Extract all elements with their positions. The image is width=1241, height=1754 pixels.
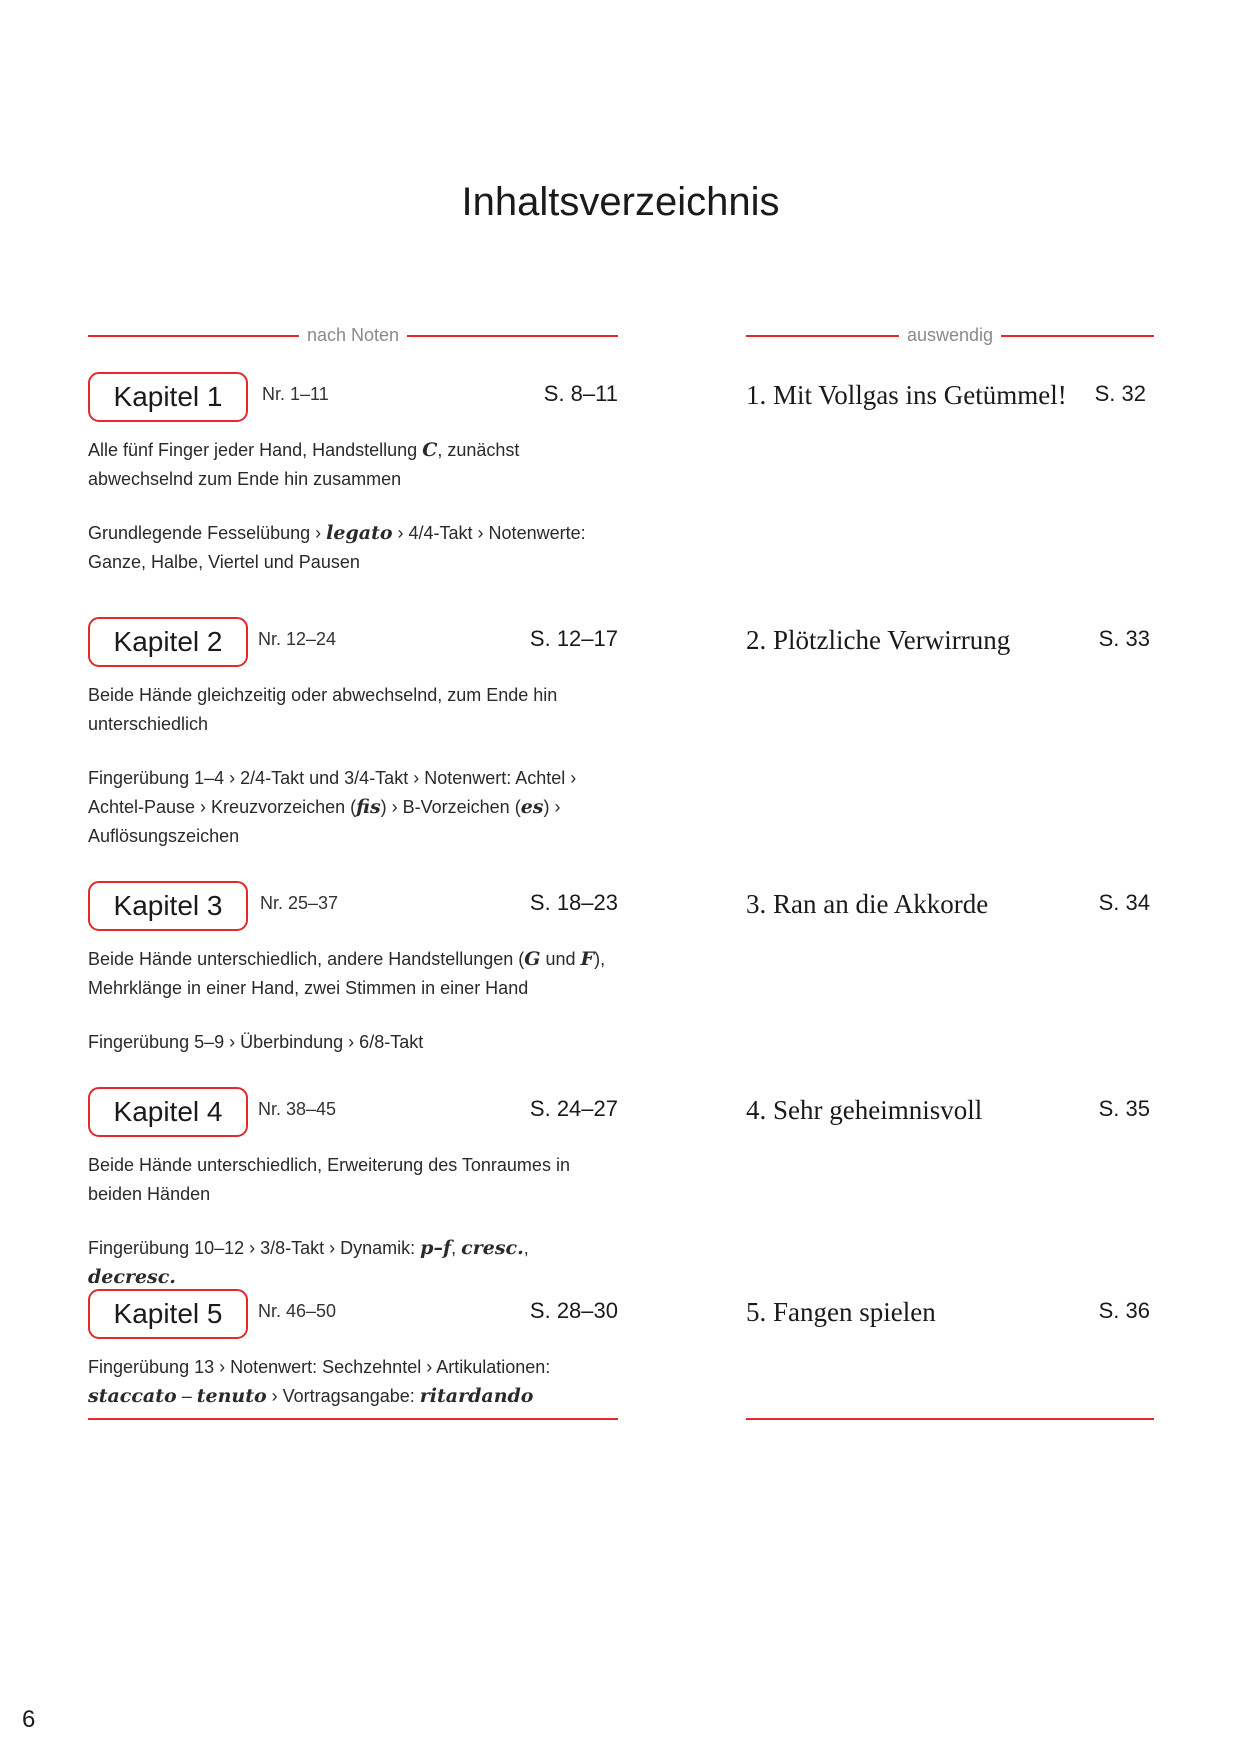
chapter-description: Alle fünf Finger jeder Hand, Handstellung C, zunächst abwechselnd zum Ende hin zusammen	[88, 439, 520, 489]
chapter-number-range: Nr. 25–37	[260, 893, 339, 913]
column-header-auswendig	[746, 325, 1154, 346]
piece-title: 2. Plötzliche Verwirrung	[746, 625, 1011, 655]
term-staccato: staccato	[88, 1385, 177, 1407]
chapter-number-range: Nr. 38–45	[258, 1099, 337, 1119]
chapter-description: Beide Hände gleichzeitig oder abwechselnd, zum Ende hin unterschiedlich	[88, 685, 558, 734]
term-p-f: p–f	[420, 1237, 452, 1259]
chapter-description: Beide Hände unterschiedlich, Erweiterung des Tonraumes in beiden Händen	[88, 1155, 570, 1204]
chapter-header	[88, 372, 618, 422]
chapter-label-box: Kapitel 5	[88, 1289, 248, 1339]
term-es: es	[520, 796, 544, 818]
memorized-piece-3	[746, 881, 1154, 931]
chapter-topics: Grundlegende Fesselübung › legato › 4/4-Takt › Notenwerte: Ganze, Halbe, Viertel und Pausen	[88, 522, 586, 572]
memorized-piece-5	[746, 1289, 1154, 1339]
bottom-rule-left	[88, 1418, 618, 1420]
chapter-label-box: Kapitel 4	[88, 1087, 248, 1137]
chapter-number-range: Nr. 46–50	[258, 1301, 337, 1321]
piece-page: S. 36	[1098, 1298, 1150, 1323]
memorized-piece-1	[746, 372, 1154, 422]
term-legato: legato	[326, 522, 393, 544]
piece-page: S. 34	[1098, 890, 1150, 915]
chapter-topics: Fingerübung 5–9 › Überbindung › 6/8-Takt	[88, 1032, 424, 1052]
chapter-3	[88, 881, 618, 1057]
chapter-pages: S. 12–17	[529, 626, 618, 651]
chapter-5	[88, 1289, 618, 1411]
chapter-description: Beide Hände unterschiedlich, andere Handstellungen (G und F), Mehrklänge in einer Hand, zwei Stimmen in einer Hand	[88, 948, 606, 998]
chapter-header	[88, 881, 618, 931]
column-header-nach-noten	[88, 325, 618, 346]
chapter-2	[88, 617, 618, 851]
header-rule-left	[746, 335, 899, 337]
chapter-topics: Fingerübung 10–12 › 3/8-Takt › Dynamik: p–f, cresc., decresc.	[88, 1237, 529, 1288]
memorized-piece-2	[746, 617, 1154, 667]
column-label-nach-noten: nach Noten	[306, 325, 400, 345]
chapter-header	[88, 1289, 618, 1339]
header-rule-right	[1001, 335, 1154, 337]
chapter-pages: S. 28–30	[529, 1298, 618, 1323]
piece-title: 3. Ran an die Akkorde	[746, 889, 989, 919]
chapter-label-box: Kapitel 3	[88, 881, 248, 931]
piece-page: S. 32	[1094, 381, 1146, 406]
piece-title: 1. Mit Vollgas ins Getümmel!	[746, 380, 1067, 410]
hand-position-g: G	[524, 948, 541, 970]
term-cresc: cresc.	[461, 1237, 524, 1259]
bottom-rule-right	[746, 1418, 1154, 1420]
chapter-header	[88, 1087, 618, 1137]
chapter-number-range: Nr. 1–11	[262, 384, 329, 404]
column-label-auswendig: auswendig	[906, 325, 994, 345]
term-fis: fis	[356, 796, 381, 818]
piece-page: S. 33	[1098, 626, 1150, 651]
chapter-number-range: Nr. 12–24	[258, 629, 337, 649]
term-ritardando: ritardando	[419, 1385, 534, 1407]
chapter-header	[88, 617, 618, 667]
chapter-topics: Fingerübung 13 › Notenwert: Sechzehntel › Artikulationen: staccato – tenuto › Vortragsangabe: ritardando	[88, 1357, 551, 1407]
chapter-pages: S. 8–11	[543, 381, 618, 406]
chapter-topics: Fingerübung 1–4 › 2/4-Takt und 3/4-Takt › Notenwert: Achtel › Achtel-Pause › Kreuzvorzeichen (fis) › B-Vorzeichen (es) › Auflösungszeichen	[88, 768, 577, 846]
chapter-label-box: Kapitel 2	[88, 617, 248, 667]
chapter-4	[88, 1087, 618, 1292]
chapter-label-box: Kapitel 1	[88, 372, 248, 422]
header-rule-left	[88, 335, 299, 337]
chapter-pages: S. 18–23	[529, 890, 618, 915]
memorized-piece-4	[746, 1087, 1154, 1137]
piece-title: 4. Sehr geheimnisvoll	[746, 1095, 983, 1125]
term-tenuto: tenuto	[196, 1385, 267, 1407]
chapter-1	[88, 372, 618, 577]
piece-page: S. 35	[1098, 1096, 1150, 1121]
piece-title: 5. Fangen spielen	[746, 1297, 936, 1327]
hand-position-c: C	[422, 439, 438, 461]
chapter-pages: S. 24–27	[529, 1096, 618, 1121]
page-number: 6	[22, 1706, 36, 1733]
term-decresc: decresc.	[88, 1266, 176, 1288]
header-rule-right	[407, 335, 618, 337]
page-title: Inhaltsverzeichnis	[461, 180, 780, 224]
hand-position-f: F	[580, 948, 595, 970]
